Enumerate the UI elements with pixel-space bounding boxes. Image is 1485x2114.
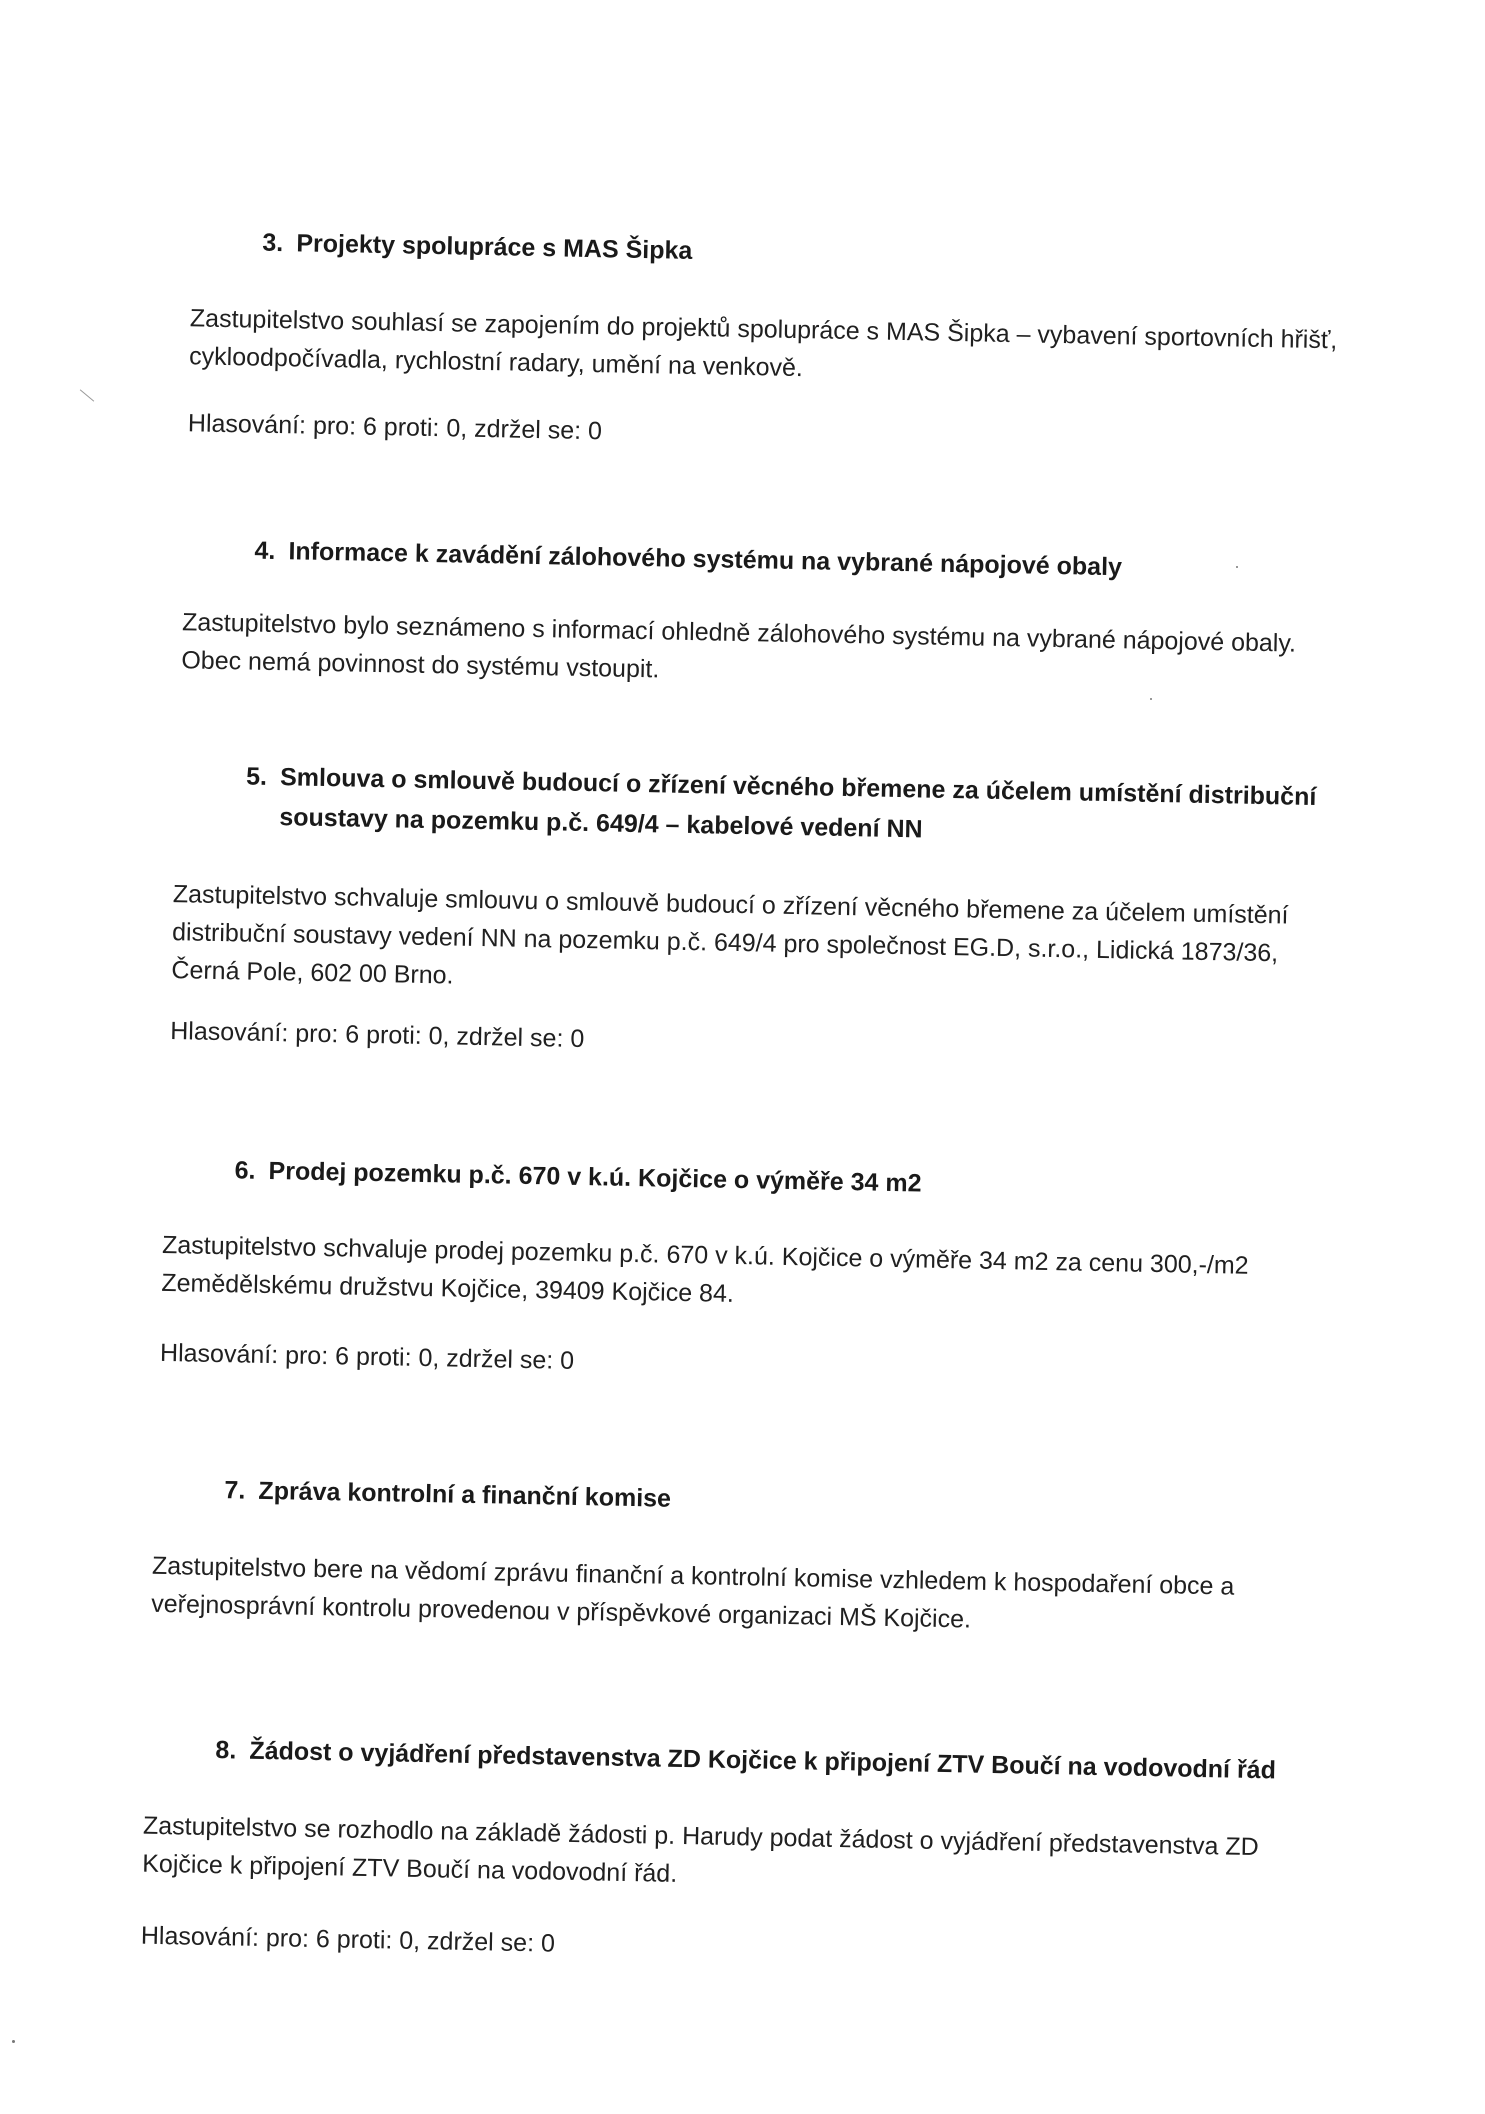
- section-number: 4.: [254, 536, 276, 565]
- scan-speck: [1150, 698, 1152, 700]
- scan-speck: [1236, 566, 1238, 568]
- scan-speck: [12, 2040, 15, 2043]
- section-8-vote: Hlasování: pro: 6 proti: 0, zdržel se: 0: [140, 1921, 556, 1958]
- section-8-heading: [215, 1730, 1276, 1790]
- section-number: 5.: [245, 762, 268, 791]
- section-4-heading: [254, 531, 1122, 588]
- section-7-heading: [224, 1470, 671, 1519]
- section-6-heading: [234, 1150, 922, 1203]
- section-number: 6.: [234, 1156, 256, 1185]
- section-number: 3.: [262, 228, 284, 258]
- section-title: Projekty spolupráce s MAS Šipka: [296, 229, 693, 265]
- section-6-text: Zastupitelstvo schvaluje prodej pozemku p.č. 670 v k.ú. Kojčice o výměře 34 m2 za cenu 300,-/m2 Zemědělskému družstvu Kojčice, 39409 Kojčice 84.: [161, 1230, 1249, 1308]
- section-title: Žádost o vyjádření představenstva ZD Kojčice k připojení ZTV Boučí na vodovodní řád: [249, 1736, 1277, 1785]
- section-number: 7.: [224, 1476, 246, 1505]
- section-title: Informace k zavádění zálohového systému na vybrané nápojové obaly: [288, 537, 1123, 582]
- section-7-text: Zastupitelstvo bere na vědomí zprávu finanční a kontrolní komise vzhledem k hospodaření obce a veřejnosprávní kontrolu provedenou v příspěvkové organizaci MŠ Kojčice.: [150, 1551, 1235, 1634]
- section-6-vote: Hlasování: pro: 6 proti: 0, zdržel se: 0: [159, 1338, 575, 1375]
- section-title: Prodej pozemku p.č. 670 v k.ú. Kojčice o výměře 34 m2: [268, 1156, 922, 1198]
- section-5-heading: [245, 756, 1360, 857]
- section-5-text: Zastupitelstvo schvaluje smlouvu o smlouvě budoucí o zřízení věcného břemene za účelem umístění distribuční soustavy vedení NN na pozemku p.č. 649/4 pro společnost EG.D, s.r.o., Lidická 1873/36, Černá Pole, 602 00 Brno.: [171, 880, 1289, 990]
- section-3-text: Zastupitelstvo souhlasí se zapojením do projektů spolupráce s MAS Šipka – vybavení sportovních hřišť, cykloodpočívadla, rychlostní radary, umění na venkově.: [188, 304, 1338, 383]
- section-title: Smlouva o smlouvě budoucí o zřízení věcného břemene za účelem umístění distribuční soustavy na pozemku p.č. 649/4 – kabelové vedení NN: [279, 763, 1317, 844]
- section-8-text: Zastupitelstvo se rozhodlo na základě žádosti p. Harudy podat žádost o vyjádření představenstva ZD Kojčice k připojení ZTV Boučí na vodovodní řád.: [142, 1811, 1259, 1888]
- section-number: 8.: [215, 1736, 237, 1765]
- section-3-vote: Hlasování: pro: 6 proti: 0, zdržel se: 0: [187, 409, 603, 446]
- section-title: Zpráva kontrolní a finanční komise: [258, 1476, 672, 1513]
- section-5-vote: Hlasování: pro: 6 proti: 0, zdržel se: 0: [169, 1017, 585, 1054]
- section-3-heading: [262, 223, 693, 271]
- section-4-text: Zastupitelstvo bylo seznámeno s informací ohledně zálohového systému na vybrané nápojové obaly. Obec nemá povinnost do systému vstoupit.: [181, 608, 1297, 684]
